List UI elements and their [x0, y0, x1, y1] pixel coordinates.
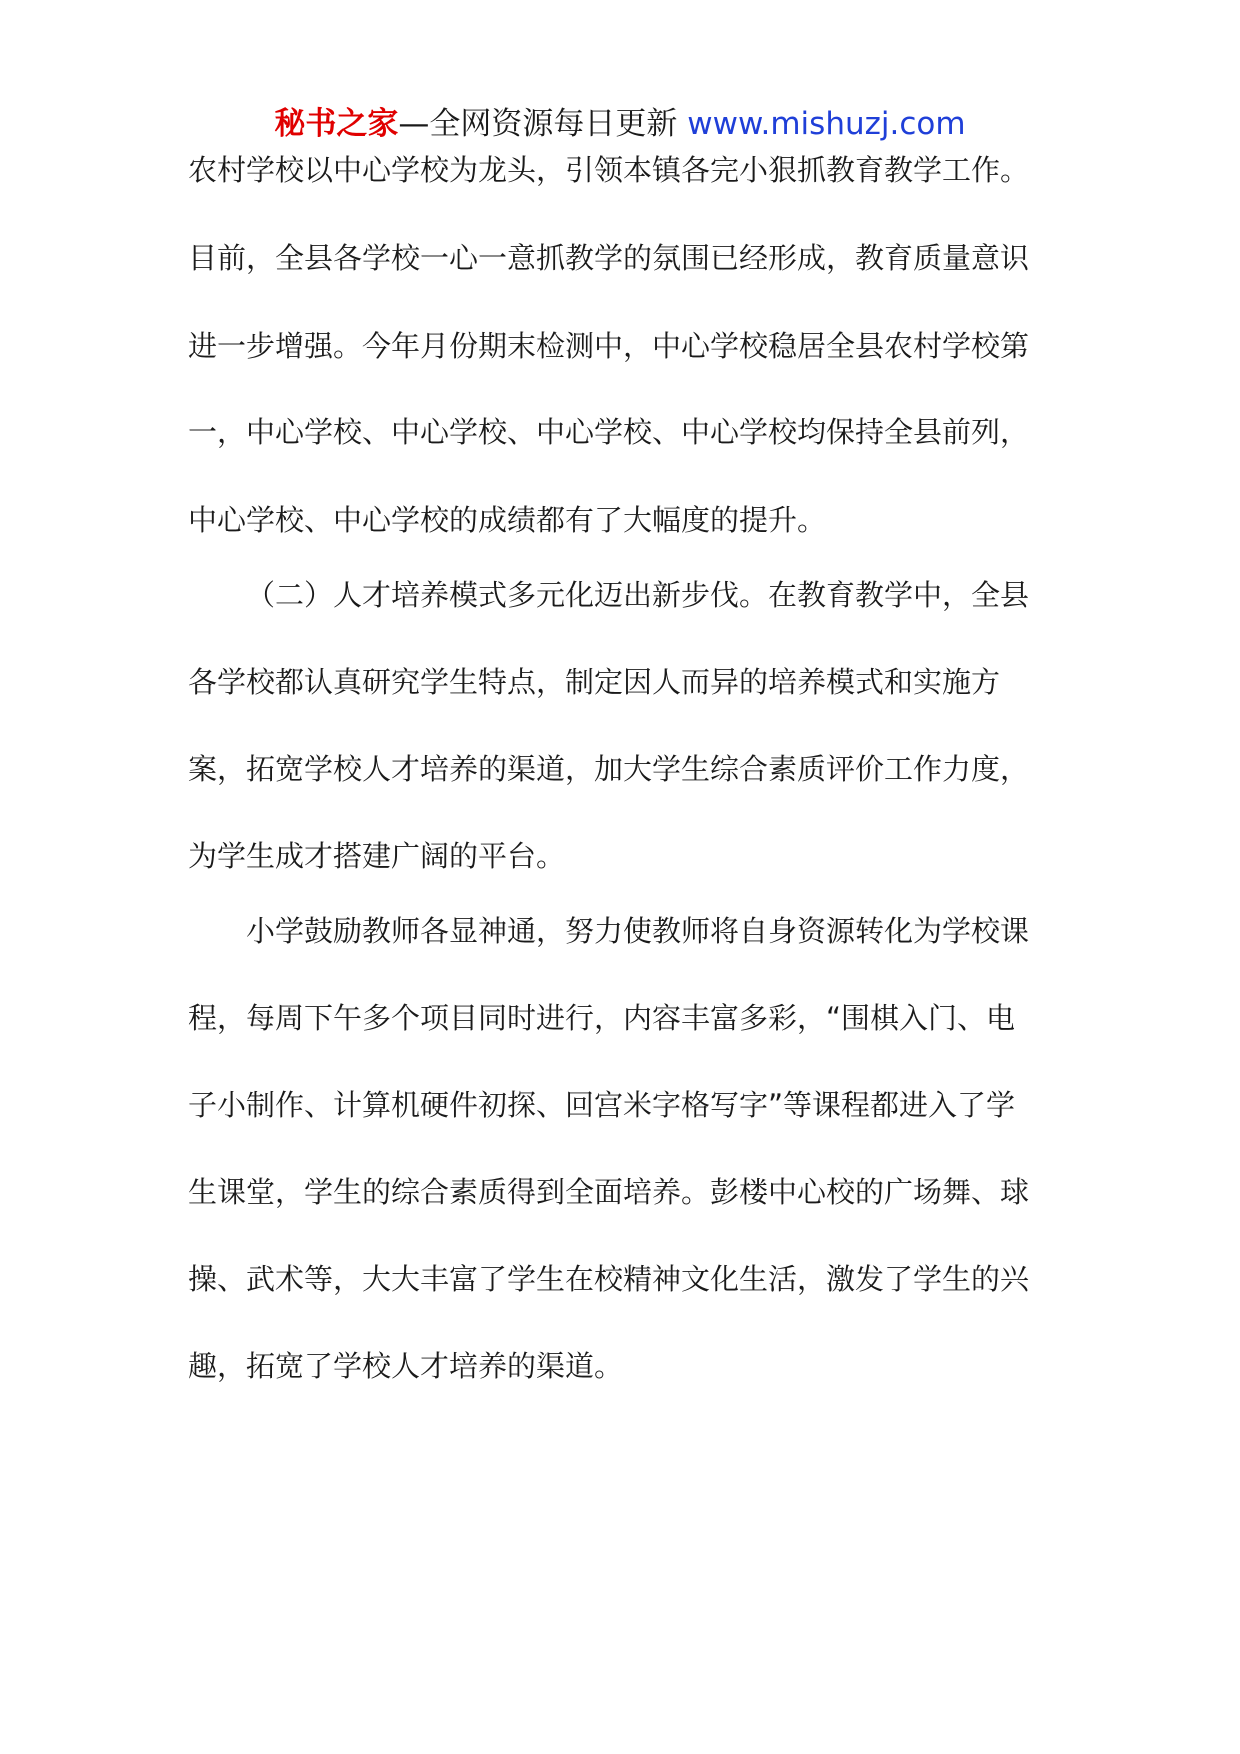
header-slogan: —全网资源每日更新	[398, 106, 678, 142]
paragraph-3-line-4: 生课堂，学生的综合素质得到全面培养。彭楼中心校的广场舞、球	[188, 1175, 1030, 1209]
header-brand: 秘书之家	[274, 106, 399, 142]
paragraph-2-line-1: （二）人才培养模式多元化迈出新步伐。在教育教学中，全县	[246, 578, 1030, 612]
paragraph-1-line-1: 农村学校以中心学校为龙头，引领本镇各完小狠抓教育教学工作。	[188, 153, 1030, 187]
paragraph-1-line-4: 一，中心学校、中心学校、中心学校、中心学校均保持全县前列，	[188, 415, 1030, 449]
paragraph-2-line-2: 各学校都认真研究学生特点，制定因人而异的培养模式和实施方	[188, 665, 1001, 699]
paragraph-3-line-2: 程，每周下午多个项目同时进行，内容丰富多彩，“围棋入门、电	[188, 1001, 1016, 1035]
page-header	[0, 101, 1240, 147]
paragraph-3-line-6: 趣，拓宽了学校人才培养的渠道。	[188, 1349, 624, 1383]
paragraph-1-line-2: 目前，全县各学校一心一意抓教学的氛围已经形成，教育质量意识	[188, 241, 1030, 275]
paragraph-1-line-3: 进一步增强。今年月份期末检测中，中心学校稳居全县农村学校第	[188, 329, 1030, 363]
paragraph-2-line-3: 案，拓宽学校人才培养的渠道，加大学生综合素质评价工作力度，	[188, 752, 1030, 786]
paragraph-2-line-4: 为学生成才搭建广阔的平台。	[188, 839, 566, 873]
paragraph-3-line-1: 小学鼓励教师各显神通，努力使教师将自身资源转化为学校课	[246, 914, 1030, 948]
header-url-link[interactable]: www.mishuzj.com	[687, 106, 966, 142]
paragraph-1-line-5: 中心学校、中心学校的成绩都有了大幅度的提升。	[188, 503, 827, 537]
paragraph-3-line-3: 子小制作、计算机硬件初探、回宫米字格写字”等课程都进入了学	[188, 1088, 1016, 1122]
paragraph-3-line-5: 操、武术等，大大丰富了学生在校精神文化生活，激发了学生的兴	[188, 1262, 1030, 1296]
